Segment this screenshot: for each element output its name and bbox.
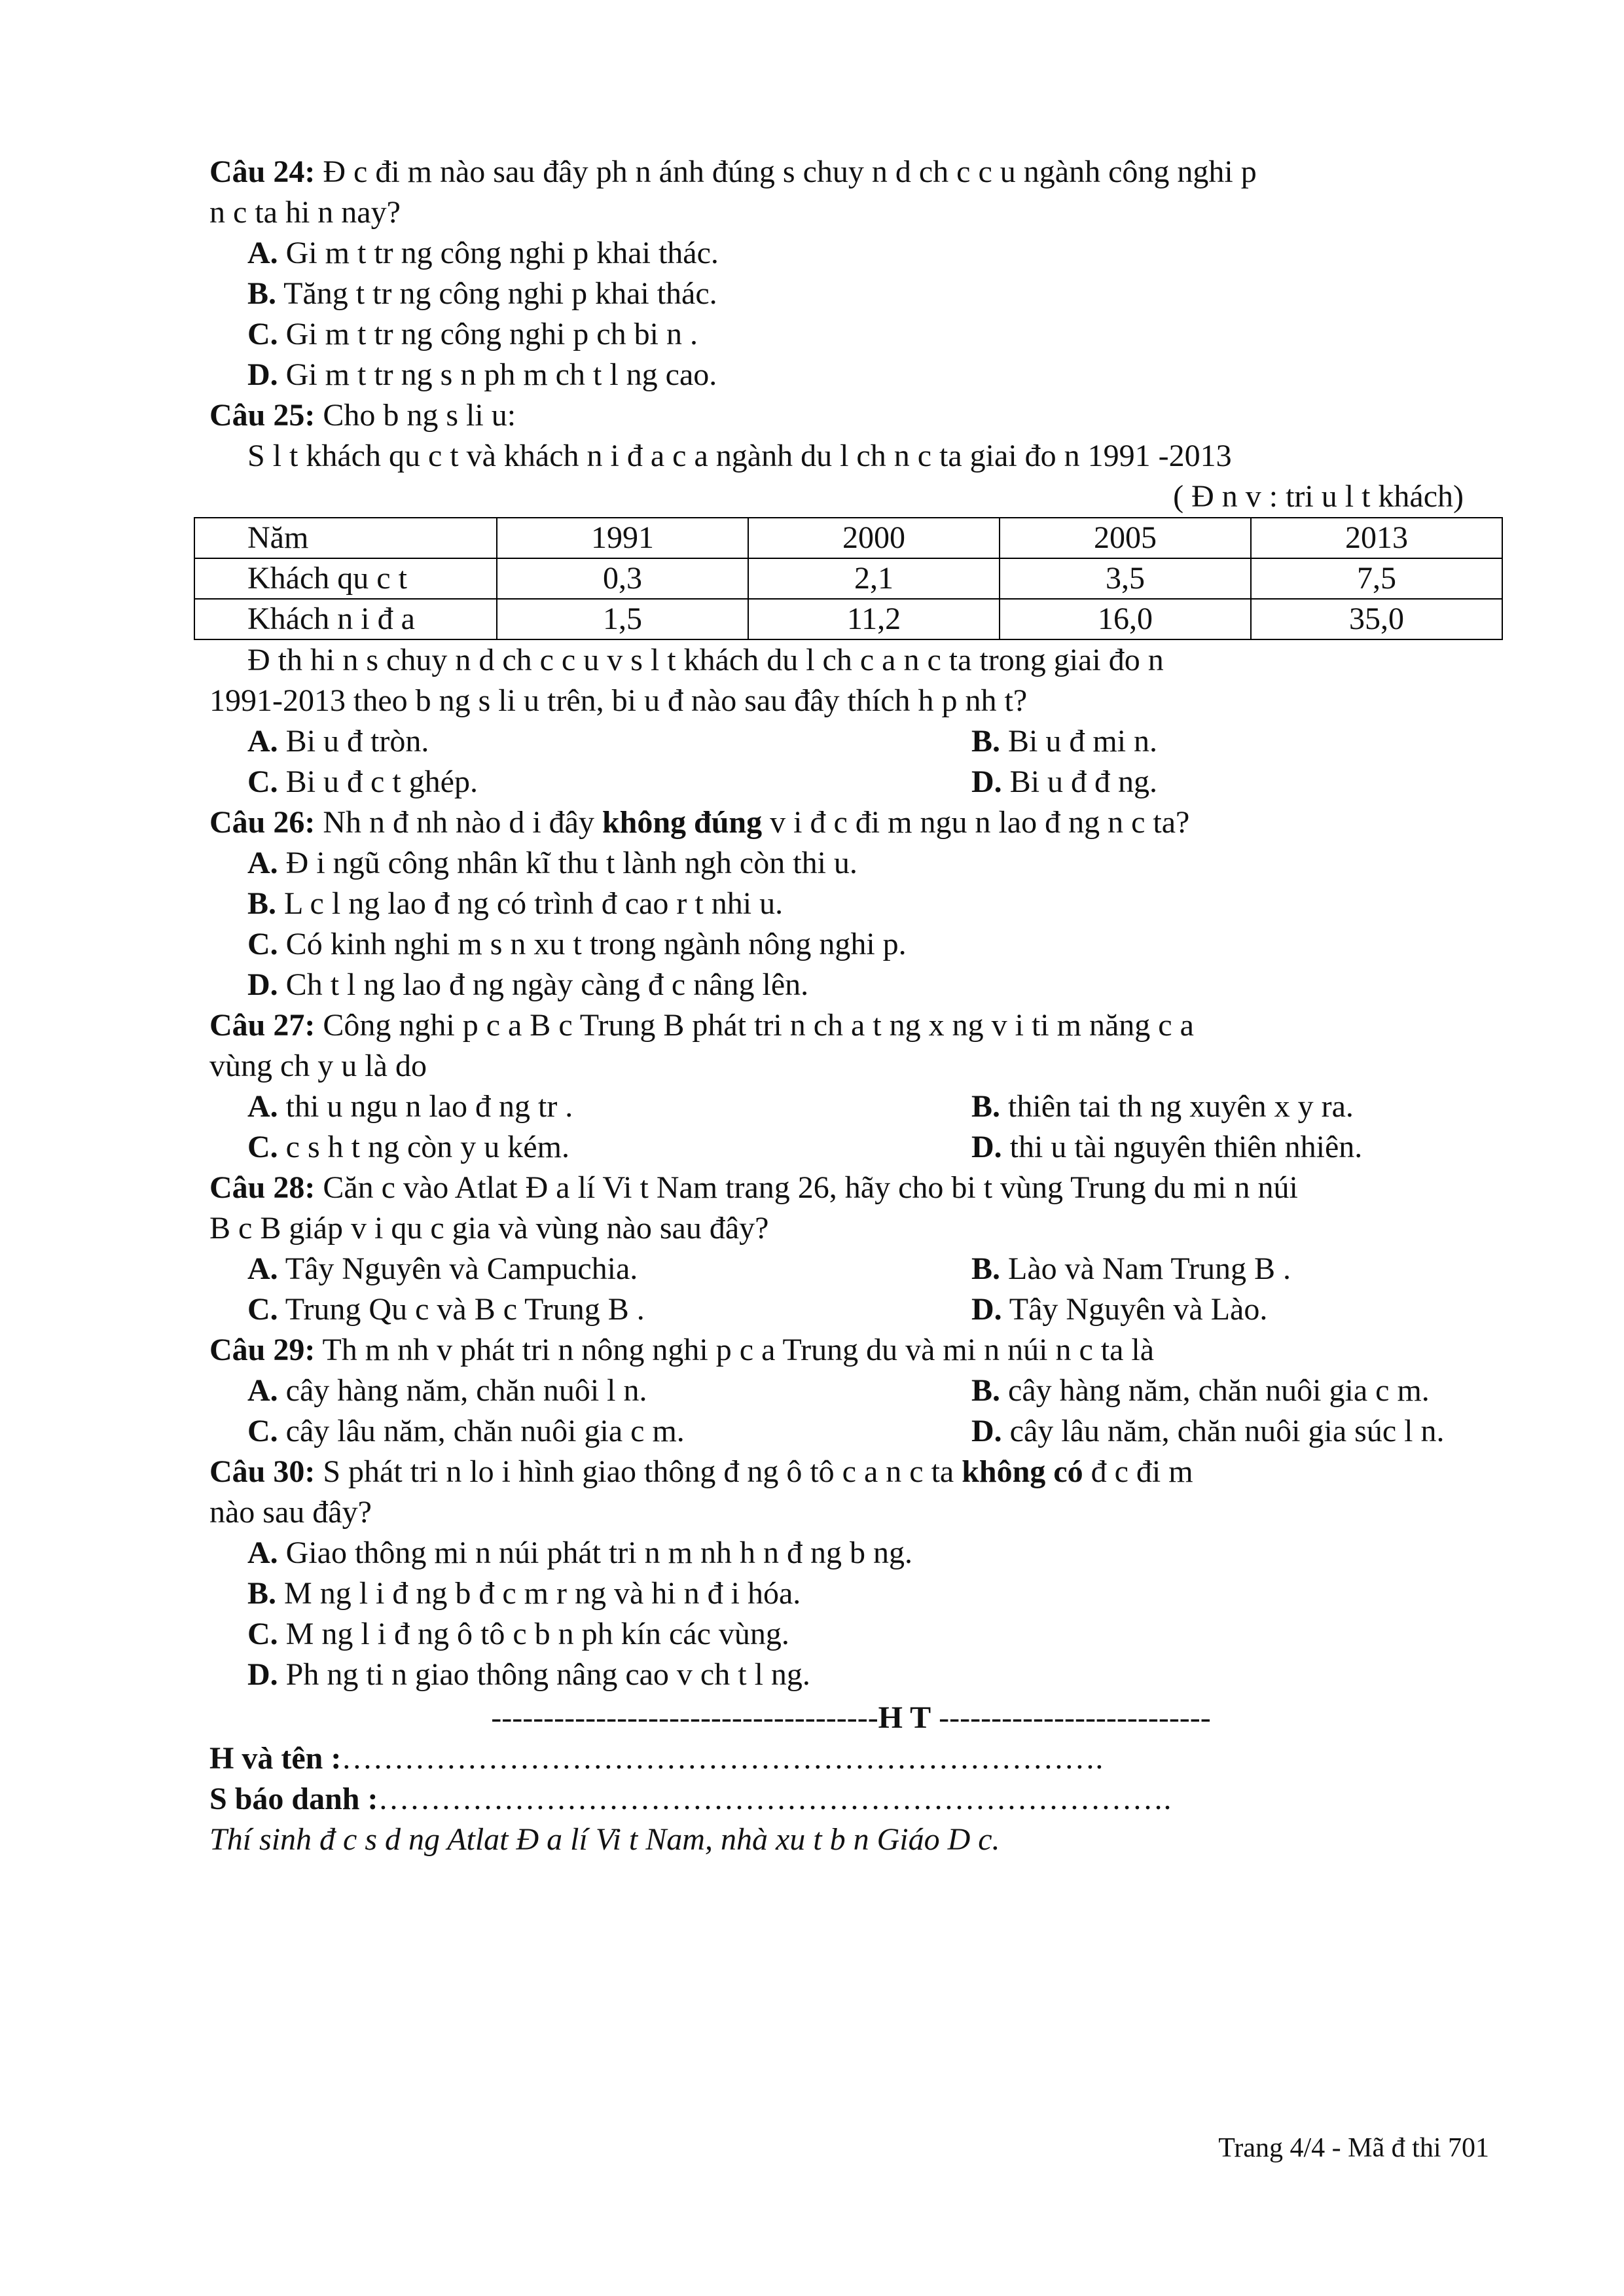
option-c[interactable]: C. Có kinh nghi m s n xu t trong ngành nông nghi p. (247, 927, 907, 961)
table-row (194, 599, 1502, 639)
option-a[interactable]: A. Gi m t tr ng công nghi p khai thác. (247, 236, 719, 270)
question-28 (209, 1168, 1492, 1330)
question-label: Câu 29: (209, 1333, 316, 1367)
option-c[interactable]: C. Trung Qu c và B c Trung B . (247, 1292, 645, 1327)
question-29-stem: Câu 29: Th m nh v phát tri n nông nghi p c a Trung du và mi n núi n c ta là (209, 1333, 1155, 1367)
option-a[interactable]: A. Giao thông mi n núi phát tri n m nh h n đ ng b ng. (247, 1535, 912, 1570)
question-25-stem: Câu 25: Cho b ng s li u: (209, 398, 516, 433)
question-label: Câu 27: (209, 1008, 316, 1043)
table-cell: Khách n i đ a (194, 599, 497, 639)
table-cell: 1,5 (497, 599, 748, 639)
option-row (209, 1371, 1492, 1411)
option-d[interactable]: D. Gi m t tr ng s n ph m ch t l ng cao. (247, 357, 717, 392)
option-d[interactable]: D. Bi u đ đ ng. (971, 764, 1158, 799)
option-row (209, 1086, 1492, 1127)
question-25 (209, 395, 1492, 802)
question-28-stem: Câu 28: Căn c vào Atlat Đ a lí Vi t Nam trang 26, hãy cho bi t vùng Trung du mi n núi (209, 1170, 1298, 1205)
question-label: Câu 30: (209, 1454, 316, 1489)
option-d[interactable]: D. cây lâu năm, chăn nuôi gia súc l n. (971, 1414, 1445, 1448)
option-c[interactable]: C. Gi m t tr ng công nghi p ch bi n . (247, 317, 698, 351)
option-c[interactable]: C. c s h t ng còn y u kém. (247, 1130, 569, 1164)
question-label: Câu 28: (209, 1170, 316, 1205)
question-30 (209, 1452, 1492, 1695)
option-c[interactable]: C. Bi u đ c t ghép. (247, 764, 478, 799)
table-cell: 2,1 (748, 558, 1000, 599)
option-b[interactable]: B. L c l ng lao đ ng có trình đ cao r t nhi u. (247, 886, 784, 921)
table-unit: ( Đ n v : tri u l t khách) (1173, 479, 1464, 514)
table-cell: 35,0 (1251, 599, 1502, 639)
option-c[interactable]: C. cây lâu năm, chăn nuôi gia c m. (247, 1414, 685, 1448)
table-header-row (194, 518, 1502, 558)
option-row (209, 1289, 1492, 1330)
question-30-stem: Câu 30: S phát tri n lo i hình giao thông đ ng ô tô c a n c ta không có đ c đi m (209, 1454, 1193, 1489)
option-row (209, 1127, 1492, 1168)
option-row (209, 721, 1492, 762)
option-b[interactable]: B. cây hàng năm, chăn nuôi gia c m. (971, 1373, 1430, 1408)
option-a[interactable]: A. cây hàng năm, chăn nuôi l n. (247, 1373, 647, 1408)
option-c[interactable]: C. M ng l i đ ng ô tô c b n ph kín các vùng. (247, 1617, 789, 1651)
option-b[interactable]: B. Tăng t tr ng công nghi p khai thác. (247, 276, 717, 311)
question-25-prompt: Đ th hi n s chuy n d ch c c u v s l t khách du l ch c a n c ta trong giai đo n (247, 643, 1164, 677)
option-row (209, 1411, 1492, 1452)
table-header-cell: 2013 (1251, 518, 1502, 558)
table-cell: Khách qu c t (194, 558, 497, 599)
table-row (194, 558, 1502, 599)
question-27 (209, 1005, 1492, 1168)
question-29 (209, 1330, 1492, 1452)
question-26 (209, 802, 1492, 1005)
question-25-prompt-cont: 1991-2013 theo b ng s li u trên, bi u đ nào sau đây thích h p nh t? (209, 683, 1028, 718)
option-a[interactable]: A. Bi u đ tròn. (247, 724, 429, 759)
option-a[interactable]: A. Đ i ngũ công nhân kĩ thu t lành ngh còn thi u. (247, 846, 857, 880)
tourism-data-table (194, 517, 1503, 640)
option-a[interactable]: A. thi u ngu n lao đ ng tr . (247, 1089, 573, 1124)
question-24 (209, 152, 1492, 395)
exam-page (209, 152, 1492, 1860)
question-label: Câu 24: (209, 154, 316, 189)
candidate-name-line[interactable]: H và tên :………………………………………………………………. (209, 1741, 1104, 1776)
candidate-note: Thí sinh đ c s d ng Atlat Đ a lí Vi t Nam, nhà xu t b n Giáo D c. (209, 1822, 1000, 1857)
option-b[interactable]: B. Bi u đ mi n. (971, 724, 1158, 759)
table-cell: 11,2 (748, 599, 1000, 639)
candidate-id-line[interactable]: S báo danh :…………………………………………………………………. (209, 1782, 1172, 1816)
question-24-stem-cont: n c ta hi n nay? (209, 195, 401, 230)
table-header-cell: Năm (194, 518, 497, 558)
page-footer: Trang 4/4 - Mã đ thi 701 (1218, 2133, 1489, 2163)
option-b[interactable]: B. thiên tai th ng xuyên x y ra. (971, 1089, 1354, 1124)
table-title: S l t khách qu c t và khách n i đ a c a ngành du l ch n c ta giai đo n 1991 -2013 (247, 439, 1232, 473)
option-b[interactable]: B. Lào và Nam Trung B . (971, 1251, 1291, 1286)
option-a[interactable]: A. Tây Nguyên và Campuchia. (247, 1251, 638, 1286)
table-header-cell: 2000 (748, 518, 1000, 558)
option-d[interactable]: D. thi u tài nguyên thiên nhiên. (971, 1130, 1363, 1164)
option-d[interactable]: D. Tây Nguyên và Lào. (971, 1292, 1268, 1327)
option-d[interactable]: D. Ch t l ng lao đ ng ngày càng đ c nâng lên. (247, 967, 809, 1002)
option-row (209, 1249, 1492, 1289)
table-cell: 3,5 (1000, 558, 1251, 599)
question-30-stem-cont: nào sau đây? (209, 1495, 372, 1530)
question-24-stem: Câu 24: Đ c đi m nào sau đây ph n ánh đúng s chuy n d ch c c u ngành công nghi p (209, 154, 1257, 189)
question-label: Câu 25: (209, 398, 316, 433)
question-27-stem-cont: vùng ch y u là do (209, 1049, 427, 1083)
question-label: Câu 26: (209, 805, 316, 840)
question-26-stem: Câu 26: Nh n đ nh nào d i đây không đúng v i đ c đi m ngu n lao đ ng n c ta? (209, 805, 1190, 840)
table-cell: 16,0 (1000, 599, 1251, 639)
option-b[interactable]: B. M ng l i đ ng b đ c m r ng và hi n đ i hóa. (247, 1576, 801, 1611)
option-row (209, 762, 1492, 802)
table-header-cell: 2005 (1000, 518, 1251, 558)
option-d[interactable]: D. Ph ng ti n giao thông nâng cao v ch t l ng. (247, 1657, 810, 1692)
table-header-cell: 1991 (497, 518, 748, 558)
end-marker: -------------------------------------H T -------------------------- (491, 1700, 1211, 1735)
table-cell: 0,3 (497, 558, 748, 599)
question-28-stem-cont: B c B giáp v i qu c gia và vùng nào sau đây? (209, 1211, 769, 1246)
question-27-stem: Câu 27: Công nghi p c a B c Trung B phát tri n ch a t ng x ng v i ti m năng c a (209, 1008, 1194, 1043)
table-cell: 7,5 (1251, 558, 1502, 599)
